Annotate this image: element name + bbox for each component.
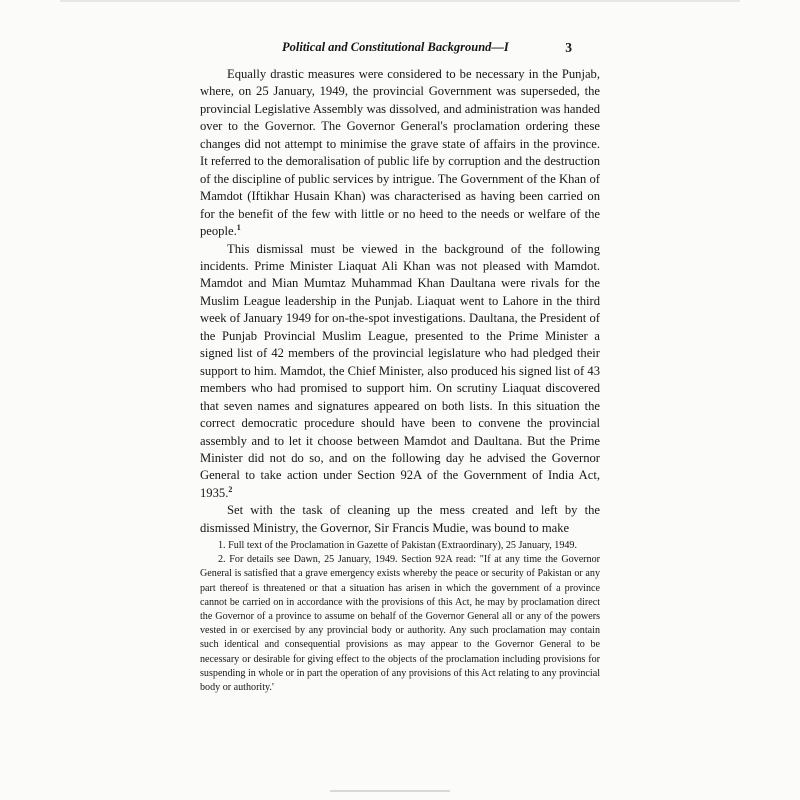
- scan-edge-mark: [330, 790, 450, 792]
- scan-edge-mark: [60, 0, 740, 2]
- paragraph: [200, 502, 600, 537]
- footnote-reference: 2: [228, 484, 233, 494]
- paragraph-text: Equally drastic measures were considered to be necessary in the Punjab, where, on 25 January, 1949, the provincial Government was superseded, the provincial Legislative Assembly was dissolved, and administration was handed over to the Governor. The Governor General's proclamation ordering these changes did not attempt to minimise the grave state of affairs in the province. It referred to the demoralisation of public life by corruption and the destruction of the discipline of public services by intrigue. The Government of the Khan of Mamdot (Iftikhar Husain Khan) was characterised as having been carried on for the benefit of the few with little or no heed to the needs or welfare of the people.: [200, 67, 600, 239]
- running-head: Political and Constitutional Background—I: [282, 40, 509, 54]
- footnote-reference: 1: [236, 222, 241, 232]
- footnote: 1. Full text of the Proclamation in Gazette of Pakistan (Extraordinary), 25 January, 1949.: [218, 540, 577, 551]
- body-text: [200, 66, 600, 537]
- page-header: [200, 40, 600, 60]
- paragraph-text: This dismissal must be viewed in the background of the following incidents. Prime Minister Liaquat Ali Khan was not pleased with Mamdot. Mamdot and Mian Mumtaz Muhammad Khan Daultana were rivals for the Muslim League leadership in the Punjab. Liaquat went to Lahore in the third week of January 1949 for on-the-spot investigations. Daultana, the President of the Punjab Provincial Muslim League, presented to the Prime Minister a signed list of 42 members of the provincial legislature who had pledged their support to him. Mamdot, the Chief Minister, also produced his signed list of 43 members who had promised to support him. On scrutiny Liaquat discovered that seven names and signatures appeared on both lists. In this situation the correct democratic procedure should have been to convene the provincial assembly and to let it choose between Mamdot and Daultana. But the Prime Minister did not do so, and on the following day he advised the Governor General to take action under Section 92A of the Government of India Act, 1935.: [200, 241, 600, 500]
- paragraph: [200, 241, 600, 503]
- footnotes: [200, 539, 600, 695]
- footnote: 2. For details see Dawn, 25 January, 1949. Section 92A read: "If at any time the Governor General is satisfied that a grave emergency exists whereby the peace or security of Pakistan or any part thereof is threatened or that a situation has arisen in which the government of a province cannot be carried on in accordance with the provisions of this Act, he may by proclamation direct the Governor of a province to assume on behalf of the Governor General all or any of the powers vested in or exercised by any provincial body or authority. Any such proclamation may contain such identical and consequential provisions as may appear to the Governor General to be necessary or desirable for giving effect to the objects of the proclamation including provisions for suspending in whole or in part the operation of any provisions of this Act relating to any provincial body or authority.': [200, 554, 600, 694]
- paragraph-text: Set with the task of cleaning up the mess created and left by the dismissed Ministry, the Governor, Sir Francis Mudie, was bound to make: [200, 503, 600, 535]
- page-number: 3: [565, 40, 572, 55]
- paragraph: [200, 66, 600, 241]
